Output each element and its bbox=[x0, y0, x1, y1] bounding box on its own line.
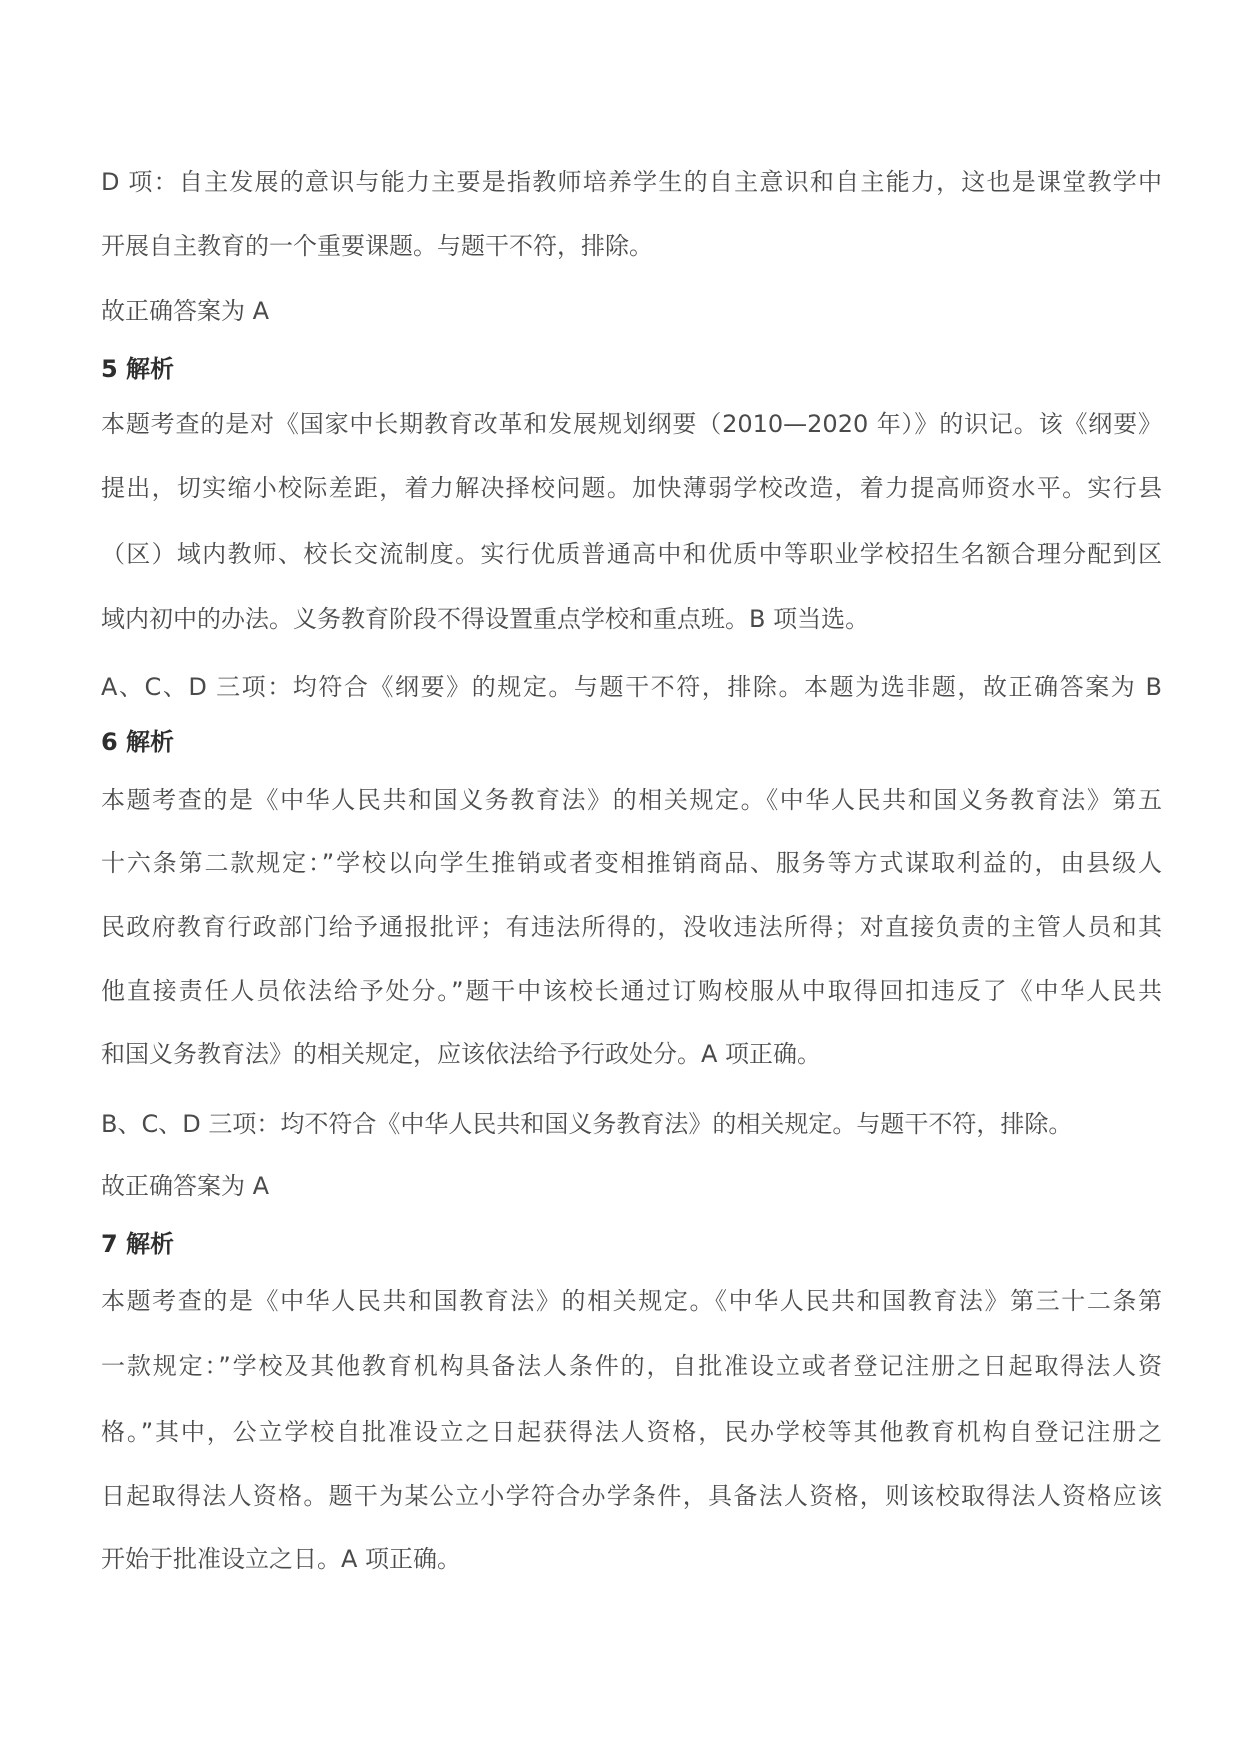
paragraph-line: 本题考查的是《中华人民共和国义务教育法》的相关规定。《中华人民共和国义务教育法》第五 bbox=[101, 786, 1162, 814]
paragraph-line: 开始于批准设立之日。A 项正确。 bbox=[101, 1545, 462, 1573]
paragraph-line: A、C、D 三项：均符合《纲要》的规定。与题干不符，排除。本题为选非题，故正确答案为 B bbox=[101, 673, 1162, 701]
paragraph-line: 一款规定：”学校及其他教育机构具备法人条件的，自批准设立或者登记注册之日起取得法人资 bbox=[101, 1352, 1162, 1380]
paragraph-line: 提出，切实缩小校际差距，着力解决择校问题。加快薄弱学校改造，着力提高师资水平。实行县 bbox=[101, 474, 1162, 502]
paragraph-line: 民政府教育行政部门给予通报批评；有违法所得的，没收违法所得；对直接负责的主管人员和其 bbox=[101, 913, 1162, 941]
paragraph-line: （区）域内教师、校长交流制度。实行优质普通高中和优质中等职业学校招生名额合理分配到区 bbox=[101, 540, 1162, 568]
section-heading: 5 解析 bbox=[101, 355, 175, 383]
paragraph-line: 本题考查的是对《国家中长期教育改革和发展规划纲要（2010—2020 年）》的识记。该《纲要》 bbox=[101, 410, 1162, 438]
paragraph-line: B、C、D 三项：均不符合《中华人民共和国义务教育法》的相关规定。与题干不符，排除。 bbox=[101, 1110, 1073, 1138]
section-heading: 7 解析 bbox=[101, 1230, 175, 1258]
paragraph-line: 和国义务教育法》的相关规定，应该依法给予行政处分。A 项正确。 bbox=[101, 1040, 822, 1068]
paragraph-line: D 项：自主发展的意识与能力主要是指教师培养学生的自主意识和自主能力，这也是课堂教学中 bbox=[101, 168, 1162, 196]
paragraph-line: 本题考查的是《中华人民共和国教育法》的相关规定。《中华人民共和国教育法》第三十二条第 bbox=[101, 1287, 1162, 1315]
paragraph-line: 域内初中的办法。义务教育阶段不得设置重点学校和重点班。B 项当选。 bbox=[101, 605, 870, 633]
paragraph-line: 十六条第二款规定：”学校以向学生推销或者变相推销商品、服务等方式谋取利益的，由县级人 bbox=[101, 849, 1162, 877]
paragraph-line: 日起取得法人资格。题干为某公立小学符合办学条件，具备法人资格，则该校取得法人资格应该 bbox=[101, 1482, 1162, 1510]
paragraph-line: 他直接责任人员依法给予处分。”题干中该校长通过订购校服从中取得回扣违反了《中华人民共 bbox=[101, 977, 1162, 1005]
paragraph-line: 故正确答案为 A bbox=[101, 1172, 270, 1200]
paragraph-line: 故正确答案为 A bbox=[101, 297, 270, 325]
section-heading: 6 解析 bbox=[101, 728, 175, 756]
paragraph-line: 格。”其中，公立学校自批准设立之日起获得法人资格，民办学校等其他教育机构自登记注册之 bbox=[101, 1418, 1162, 1446]
paragraph-line: 开展自主教育的一个重要课题。与题干不符，排除。 bbox=[101, 232, 653, 260]
